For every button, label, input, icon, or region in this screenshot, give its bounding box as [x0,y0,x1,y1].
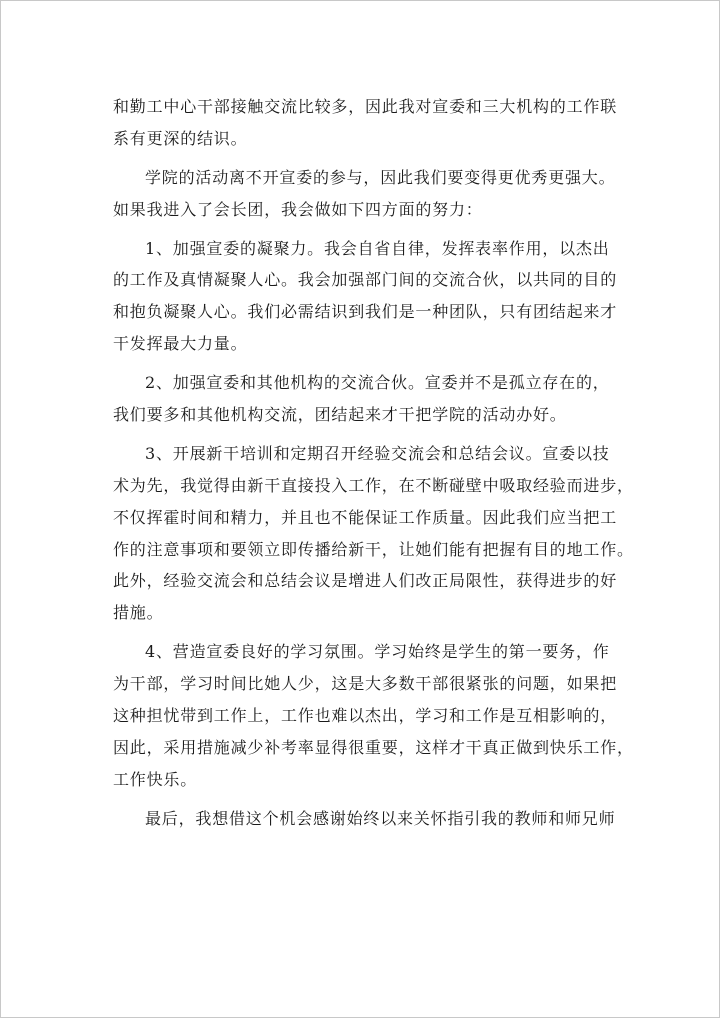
text-line: 术为先，我觉得由新干直接投入工作，在不断碰壁中吸取经验而进步， [113,475,634,495]
text-line: 最后，我想借这个机会感谢始终以来关怀指引我的教师和师兄师 [145,808,616,828]
paragraph [113,438,634,629]
text-line: 的工作及真情凝聚人心。我会加强部门间的交流合伙，以共同的目的 [113,270,618,290]
paragraph [113,233,623,361]
text-line: 1、加强宣委的凝聚力。我会自省自律，发挥表率作用，以杰出 [145,238,610,258]
paragraph [113,162,623,226]
text-line: 为干部，学习时间比她人少，这是大多数干部很紧张的问题，如果把 [113,674,618,694]
text-line: 此外，经验交流会和总结会议是增进人们改正局限性，获得进步的好 [113,571,618,591]
text-line: 干发挥最大力量。 [113,334,248,354]
text-line: 我们要多和其他机构交流，团结起来才干把学院的活动办好。 [113,405,567,425]
text-line: 如果我进入了会长团，我会做如下四方面的努力： [113,199,483,219]
paragraph [113,803,623,835]
text-line: 不仅挥霍时间和精力，并且也不能保证工作质量。因此我们应当把工 [113,507,618,527]
paragraph [113,91,623,155]
text-line: 学院的活动离不开宣委的参与，因此我们要变得更优秀更强大。 [145,167,616,187]
paragraph [113,367,623,431]
text-line: 和勤工中心干部接触交流比较多，因此我对宣委和三大机构的工作联 [113,97,618,116]
text-line: 4、营造宣委良好的学习氛围。学习始终是学生的第一要务，作 [145,642,610,662]
text-line: 和抱负凝聚人心。我们必需结识到我们是一种团队，只有团结起来才 [113,302,618,322]
text-line: 措施。 [113,603,164,623]
text-line: 作的注意事项和要领立即传播给新干，让她们能有把握有目的地工作。 [113,539,634,559]
text-line: 因此，采用措施减少补考率显得很重要，这样才干真正做到快乐工作， [113,737,634,757]
paragraph [113,636,634,795]
text-line: 工作快乐。 [113,769,198,789]
text-line: 这种担忧带到工作上，工作也难以杰出，学习和工作是互相影响的， [113,706,618,726]
text-line: 2、加强宣委和其他机构的交流合伙。宣委并不是孤立存在的， [145,373,610,393]
text-line: 3、开展新干培训和定期召开经验交流会和总结会议。宣委以技 [145,443,610,463]
text-line: 系有更深的结识。 [113,128,248,148]
document-body [113,91,634,835]
